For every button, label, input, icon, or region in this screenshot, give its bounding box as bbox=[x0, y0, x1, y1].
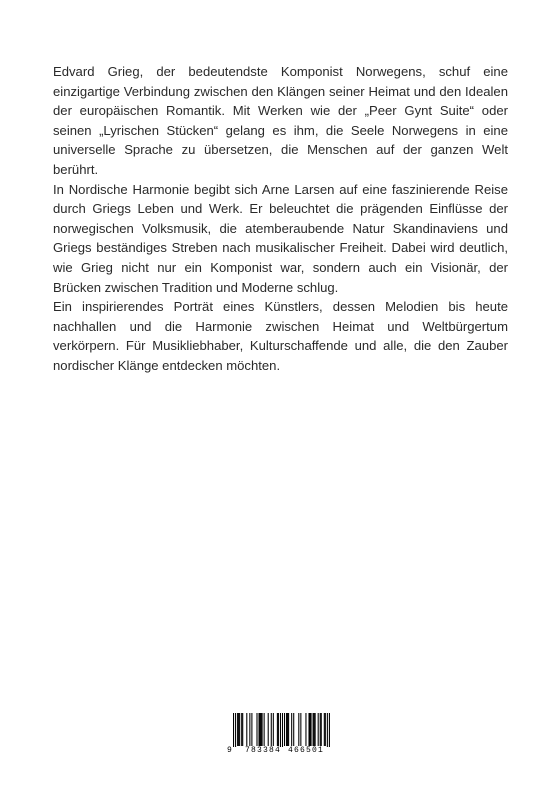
barcode-bar bbox=[315, 713, 316, 746]
barcode-bar bbox=[273, 713, 274, 746]
barcode-bars bbox=[224, 713, 336, 747]
barcode-bar bbox=[280, 713, 281, 747]
barcode-bar bbox=[251, 713, 252, 746]
barcode-bar bbox=[308, 713, 309, 746]
barcode-bar bbox=[311, 713, 312, 746]
barcode-bar bbox=[313, 713, 314, 746]
barcode-bar bbox=[246, 713, 247, 746]
barcode-bar bbox=[298, 713, 299, 746]
barcode-first-digit: 9 bbox=[227, 746, 234, 755]
barcode-bar bbox=[314, 713, 315, 746]
barcode-bar bbox=[249, 713, 250, 746]
blurb-paragraph-3: Ein inspirierendes Porträt eines Künstlers, dessen Melodien bis heute nachhallen und die Harmonie zwischen Heimat und Weltbürgertum verkörpern. Für Musikliebhaber, Kulturschaffende und alle, die den Zauber nordischer Klänge entdecken möchten. bbox=[53, 299, 508, 373]
barcode-bar bbox=[235, 713, 236, 747]
barcode-bar bbox=[284, 713, 285, 746]
barcode-bar bbox=[318, 713, 319, 746]
barcode-bar bbox=[237, 713, 238, 746]
barcode-bar bbox=[325, 713, 326, 746]
barcode-bar bbox=[300, 713, 301, 746]
barcode-bar bbox=[242, 713, 243, 746]
barcode-bar bbox=[305, 713, 306, 746]
barcode-right-digits: 466501 bbox=[288, 746, 325, 755]
barcode-bar bbox=[329, 713, 330, 747]
barcode-bar bbox=[261, 713, 262, 746]
barcode-bar bbox=[282, 713, 283, 747]
barcode-bar bbox=[268, 713, 269, 746]
blurb-paragraph-2: In Nordische Harmonie begibt sich Arne Larsen auf eine faszinierende Reise durch Griegs Leben und Werk. Er beleuchtet die prägenden Einflüsse der norwegischen Volksmusik, die atemberaubende Natur Skandinaviens und Griegs beständiges Streben nach musikalischer Freiheit. Dabei wird deutlich, wie Grieg nicht nur ein Komponist war, sondern auch ein Visionär, der Brücken zwischen Tradition und Moderne schlug. bbox=[53, 181, 508, 295]
barcode-bar bbox=[241, 713, 242, 746]
barcode-bar bbox=[327, 713, 328, 747]
barcode-bar bbox=[256, 713, 257, 746]
barcode-bar bbox=[264, 713, 265, 746]
barcode-bar bbox=[288, 713, 289, 746]
barcode-left-digits: 783384 bbox=[245, 746, 282, 755]
barcode-bar bbox=[291, 713, 292, 746]
barcode-bar bbox=[260, 713, 261, 746]
barcode-bar bbox=[321, 713, 322, 746]
barcode-bar bbox=[239, 713, 240, 746]
barcode-bar bbox=[271, 713, 272, 746]
blurb-paragraph-1: Edvard Grieg, der bedeutendste Komponist Norwegens, schuf eine einzigartige Verbindung zwischen den Klängen seiner Heimat und den Idealen der europäischen Romantik. Mit Werken wie der „Peer Gynt Suite“ oder seinen „Lyrischen Stücken“ gelang es ihm, die Seele Norwegens in eine universelle Sprache zu übersetzen, die Menschen auf der ganzen Welt berührt. bbox=[53, 64, 508, 177]
barcode-bar bbox=[286, 713, 287, 746]
barcode-bar bbox=[233, 713, 234, 747]
barcode-bar bbox=[310, 713, 311, 746]
barcode-bar bbox=[287, 713, 288, 746]
barcode-bar bbox=[278, 713, 279, 746]
barcode-bar bbox=[320, 713, 321, 746]
barcode-bar bbox=[238, 713, 239, 746]
barcode-bar bbox=[262, 713, 263, 746]
isbn-barcode bbox=[224, 713, 336, 759]
barcode-bar bbox=[277, 713, 278, 746]
barcode-bar bbox=[324, 713, 325, 746]
blurb-text bbox=[53, 62, 508, 376]
barcode-bar bbox=[259, 713, 260, 746]
barcode-bar bbox=[293, 713, 294, 746]
